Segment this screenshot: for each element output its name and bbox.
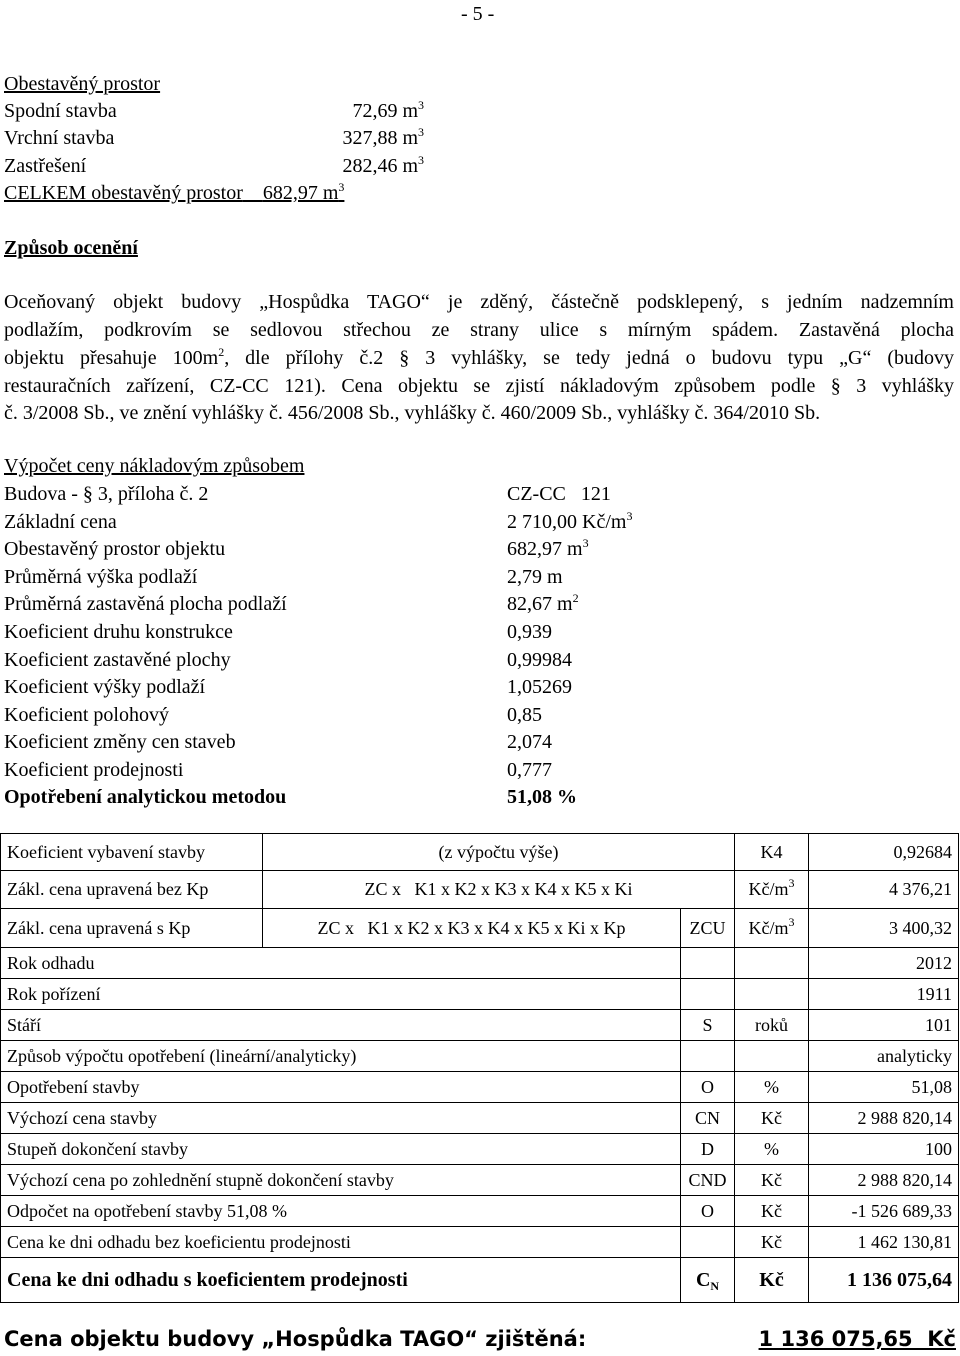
calc-value: 0,99984 xyxy=(507,649,572,671)
row-unit xyxy=(735,1041,809,1072)
row-unit xyxy=(735,979,809,1010)
volume-value: 72,69 $m^3$ xyxy=(352,98,424,122)
row-unit: roků xyxy=(735,1010,809,1041)
row-value: 2 988 820,14 xyxy=(809,1103,959,1134)
calc-label: Koeficient druhu konstrukce xyxy=(4,621,233,643)
row-symbol: CND xyxy=(681,1165,735,1196)
calc-value: CZ-CC 121 xyxy=(507,483,611,505)
row-label: Zákl. cena upravená bez Kp xyxy=(1,871,263,909)
calc-value: 0,777 xyxy=(507,759,552,781)
row-formula: ZC x K1 x K2 x K3 x K4 x K5 x Ki x Kp xyxy=(263,909,681,948)
row-value: 101 xyxy=(809,1010,959,1041)
volume-total-label: CELKEM obestavěný prostor 682,97 $m^3$ xyxy=(4,180,345,204)
summary-table xyxy=(0,833,959,1303)
row-unit: $Kč/m^3$ xyxy=(735,909,809,948)
row-symbol xyxy=(681,1227,735,1258)
row-value: 0,92684 xyxy=(809,834,959,871)
result-value: 1 136 075,65 Kč xyxy=(758,1327,956,1351)
row-symbol: D xyxy=(681,1134,735,1165)
row-value: -1 526 689,33 xyxy=(809,1196,959,1227)
calc-value: 82,67 $m^2$ xyxy=(507,591,579,615)
method-heading: Způsob ocenění xyxy=(4,237,138,259)
method-line: restauračních zařízení, CZ-CC 121). Cena objektu se zjistí nákladovým způsobem podle § 3 vyhlášky xyxy=(4,375,954,397)
method-line: Oceňovaný objekt budovy „Hospůdka TAGO“ je zděný, částečně podsklepený, s jedním nadzemním xyxy=(4,291,954,313)
row-value: 4 376,21 xyxy=(809,871,959,909)
table-row xyxy=(1,871,959,909)
row-symbol: ZCU xyxy=(681,909,735,948)
row-label: Výchozí cena po zohlednění stupně dokončení stavby xyxy=(1,1165,681,1196)
row-unit: Kč xyxy=(735,1196,809,1227)
row-label: Odpočet na opotřebení stavby 51,08 % xyxy=(1,1196,681,1227)
calc-label: Budova - § 3, příloha č. 2 xyxy=(4,483,209,505)
final-label: Cena ke dni odhadu s koeficientem prodejnosti xyxy=(1,1258,681,1303)
final-symbol: $C_N$ xyxy=(681,1258,735,1303)
calc-label: Obestavěný prostor objektu xyxy=(4,538,226,560)
volume-value: 327,88 $m^3$ xyxy=(342,125,424,149)
volume-label: Zastřešení xyxy=(4,155,87,177)
row-unit xyxy=(735,948,809,979)
calc-value: 0,85 xyxy=(507,704,542,726)
row-label: Cena ke dni odhadu bez koeficientu prodejnosti xyxy=(1,1227,681,1258)
row-value: 2012 xyxy=(809,948,959,979)
final-value: 1 136 075,64 xyxy=(809,1258,959,1303)
volume-label: Spodní stavba xyxy=(4,100,117,122)
method-line: č. 3/2008 Sb., ve znění vyhlášky č. 456/2008 Sb., vyhlášky č. 460/2009 Sb., vyhlášky č. 364/2010 Sb. xyxy=(4,402,821,424)
result-label: Cena objektu budovy „Hospůdka TAGO“ zjištěná: xyxy=(4,1327,587,1351)
row-symbol: O xyxy=(681,1196,735,1227)
row-label: Zákl. cena upravená s Kp xyxy=(1,909,263,948)
row-label: Opotřebení stavby xyxy=(1,1072,681,1103)
wear-value: 51,08 % xyxy=(507,786,577,808)
table-row xyxy=(1,1010,959,1041)
row-symbol xyxy=(681,1041,735,1072)
calc-label: Průměrná výška podlaží xyxy=(4,566,198,588)
table-row xyxy=(1,1103,959,1134)
page-number: - 5 - xyxy=(461,3,495,25)
row-unit: Kč xyxy=(735,1165,809,1196)
calc-label: Koeficient prodejnosti xyxy=(4,759,184,781)
row-symbol: O xyxy=(681,1072,735,1103)
calc-label: Koeficient polohový xyxy=(4,704,169,726)
calc-label: Koeficient změny cen staveb xyxy=(4,731,236,753)
row-value: 1911 xyxy=(809,979,959,1010)
row-unit: $Kč/m^3$ xyxy=(735,871,809,909)
row-value: 1 462 130,81 xyxy=(809,1227,959,1258)
row-unit: Kč xyxy=(735,1103,809,1134)
row-label: Stáří xyxy=(1,1010,681,1041)
row-label: Výchozí cena stavby xyxy=(1,1103,681,1134)
row-unit: % xyxy=(735,1134,809,1165)
row-formula: (z výpočtu výše) xyxy=(263,834,735,871)
row-symbol: S xyxy=(681,1010,735,1041)
wear-label: Opotřebení analytickou metodou xyxy=(4,786,287,808)
row-formula: ZC x K1 x K2 x K3 x K4 x K5 x Ki xyxy=(263,871,735,909)
table-row xyxy=(1,834,959,871)
volume-label: Vrchní stavba xyxy=(4,127,115,149)
row-value: 100 xyxy=(809,1134,959,1165)
row-label: Stupeň dokončení stavby xyxy=(1,1134,681,1165)
row-value: analyticky xyxy=(809,1041,959,1072)
row-label: Rok pořízení xyxy=(1,979,681,1010)
method-line: objektu přesahuje $100m^2$, dle přílohy č.2 § 3 vyhlášky, se tedy jedná o budovu typu „G“ (budovy xyxy=(4,345,954,369)
table-row xyxy=(1,1041,959,1072)
row-symbol: CN xyxy=(681,1103,735,1134)
calc-value: 682,97 $m^3$ xyxy=(507,536,589,560)
method-line: podlažím, podkrovím se sedlovou střechou ze strany ulice s mírným spádem. Zastavěná plocha xyxy=(4,319,954,341)
calc-value: 2,79 m xyxy=(507,566,563,588)
row-value: 51,08 xyxy=(809,1072,959,1103)
row-value: 3 400,32 xyxy=(809,909,959,948)
calc-value: 2,074 xyxy=(507,731,552,753)
row-symbol xyxy=(681,948,735,979)
table-row xyxy=(1,1196,959,1227)
row-symbol: K4 xyxy=(735,834,809,871)
table-row xyxy=(1,1072,959,1103)
table-row xyxy=(1,909,959,948)
row-label: Koeficient vybavení stavby xyxy=(1,834,263,871)
volume-heading: Obestavěný prostor xyxy=(4,73,161,95)
table-row xyxy=(1,948,959,979)
calc-label: Průměrná zastavěná plocha podlaží xyxy=(4,593,287,615)
final-unit: Kč xyxy=(735,1258,809,1303)
calc-label: Koeficient výšky podlaží xyxy=(4,676,206,698)
table-row xyxy=(1,1165,959,1196)
calc-heading: Výpočet ceny nákladovým způsobem xyxy=(4,455,305,477)
row-unit: Kč xyxy=(735,1227,809,1258)
calc-value: 1,05269 xyxy=(507,676,572,698)
row-symbol xyxy=(681,979,735,1010)
calc-value: 0,939 xyxy=(507,621,552,643)
volume-value: 282,46 $m^3$ xyxy=(342,153,424,177)
row-unit: % xyxy=(735,1072,809,1103)
calc-label: Základní cena xyxy=(4,511,117,533)
row-label: Rok odhadu xyxy=(1,948,681,979)
table-row xyxy=(1,1134,959,1165)
table-row xyxy=(1,1227,959,1258)
row-label: Způsob výpočtu opotřebení (lineární/analyticky) xyxy=(1,1041,681,1072)
calc-value: 2 710,00 $Kč/m^3$ xyxy=(507,509,633,533)
row-value: 2 988 820,14 xyxy=(809,1165,959,1196)
calc-label: Koeficient zastavěné plochy xyxy=(4,649,231,671)
table-row-final xyxy=(1,1258,959,1303)
table-row xyxy=(1,979,959,1010)
